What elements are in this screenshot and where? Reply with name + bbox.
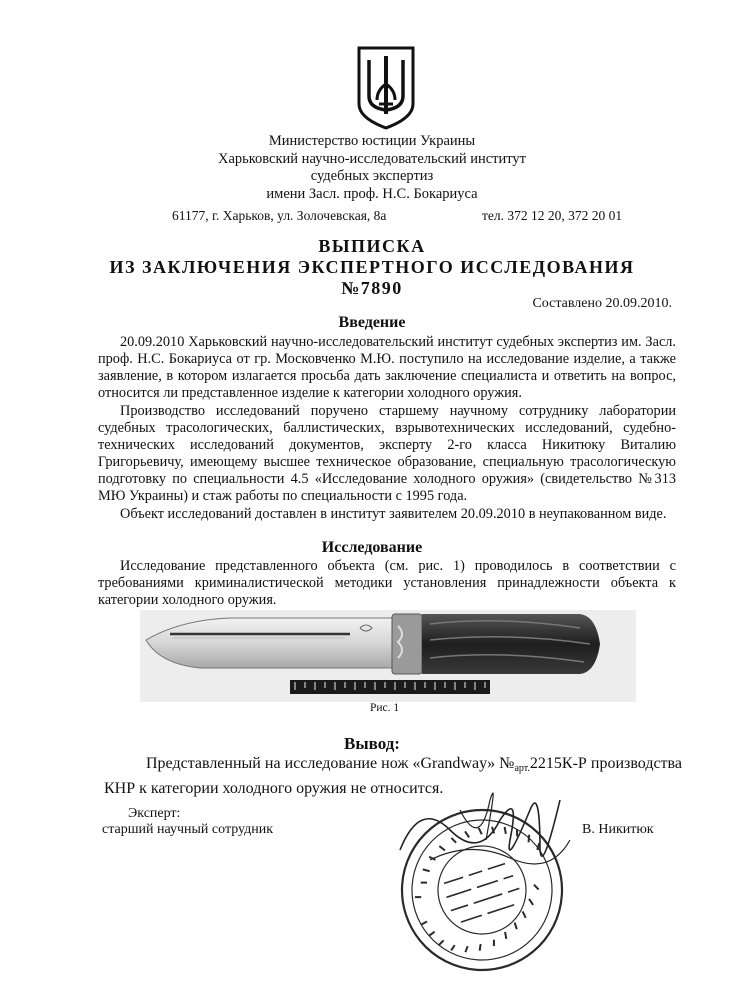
expert-name: В. Никитюк [582,822,654,837]
research-heading: Исследование [321,539,423,556]
article-subscript: арт. [514,763,530,774]
conclusion-text-start: Представленный на исследование нож «Grandway» № [146,755,515,772]
intro-paragraph-2: Производство исследований поручено старшему научному сотруднику лаборатории судебных трасологических, баллистических, взрывотехнических исследований, судебно-технических исследований документов, эксперту 2-го класса Никитюку Виталию Григорьевичу, имеющему высшее техническое образование, специальную трасологическую подготовку по специальности 4.5 «Исследование холодного оружия» (свидетельство №313 МЮ Украины) и стаж работы по специальности с 1995 года. [98,403,676,504]
conclusion-heading: Вывод: [344,734,400,753]
conclusion-text-end: 2215К-Р производства КНР к категории холодного оружия не относится. [104,755,682,797]
figure-caption: Рис. 1 [370,702,400,714]
expert-role: старший научный сотрудник [102,822,274,837]
header-line-institute: Харьковский научно-исследовательский институт [217,150,527,167]
expert-label: Эксперт: [128,806,181,821]
knife-photo [140,610,636,702]
institution-header [0,133,744,203]
title-number: №7890 [341,278,403,298]
header-line-forensic: судебных экспертиз [310,168,434,184]
phone: тел. 372 12 20, 372 20 01 [482,208,623,223]
intro-heading: Введение [338,314,406,331]
document-title [0,236,744,299]
trident-emblem-icon [355,44,417,130]
address: 61177, г. Харьков, ул. Золочевская, 8а [172,208,387,223]
title-line-2: ИЗ ЗАКЛЮЧЕНИЯ ЭКСПЕРТНОГО ИССЛЕДОВАНИЯ [109,257,635,277]
research-paragraph: Исследование представленного объекта (см. рис. 1) проводилось в соответствии с требованиями криминалистической методики установления принадлежности объекта к категории холодного оружия. [98,558,676,608]
title-line-1: ВЫПИСКА [318,236,426,256]
intro-paragraph-3: Объект исследований доставлен в институт заявителем 20.09.2010 в неупакованном виде. [120,506,667,522]
composed-date: Составлено 20.09.2010. [532,296,672,311]
header-line-ministry: Министерство юстиции Украины [268,133,476,149]
intro-paragraph-1: 20.09.2010 Харьковский научно-исследовательский институт судебных экспертиз им. Засл. проф. Н.С. Бокариуса от гр. Московченко М.Ю. поступило на исследование изделие, а также заявление, в котором излагается просьба дать заключение специалиста и ответить на вопрос, относится ли представленное изделие к категории холодного оружия. [98,334,676,401]
header-line-named-after: имени Засл. проф. Н.С. Бокариуса [266,185,478,202]
signature-icon [390,780,580,890]
